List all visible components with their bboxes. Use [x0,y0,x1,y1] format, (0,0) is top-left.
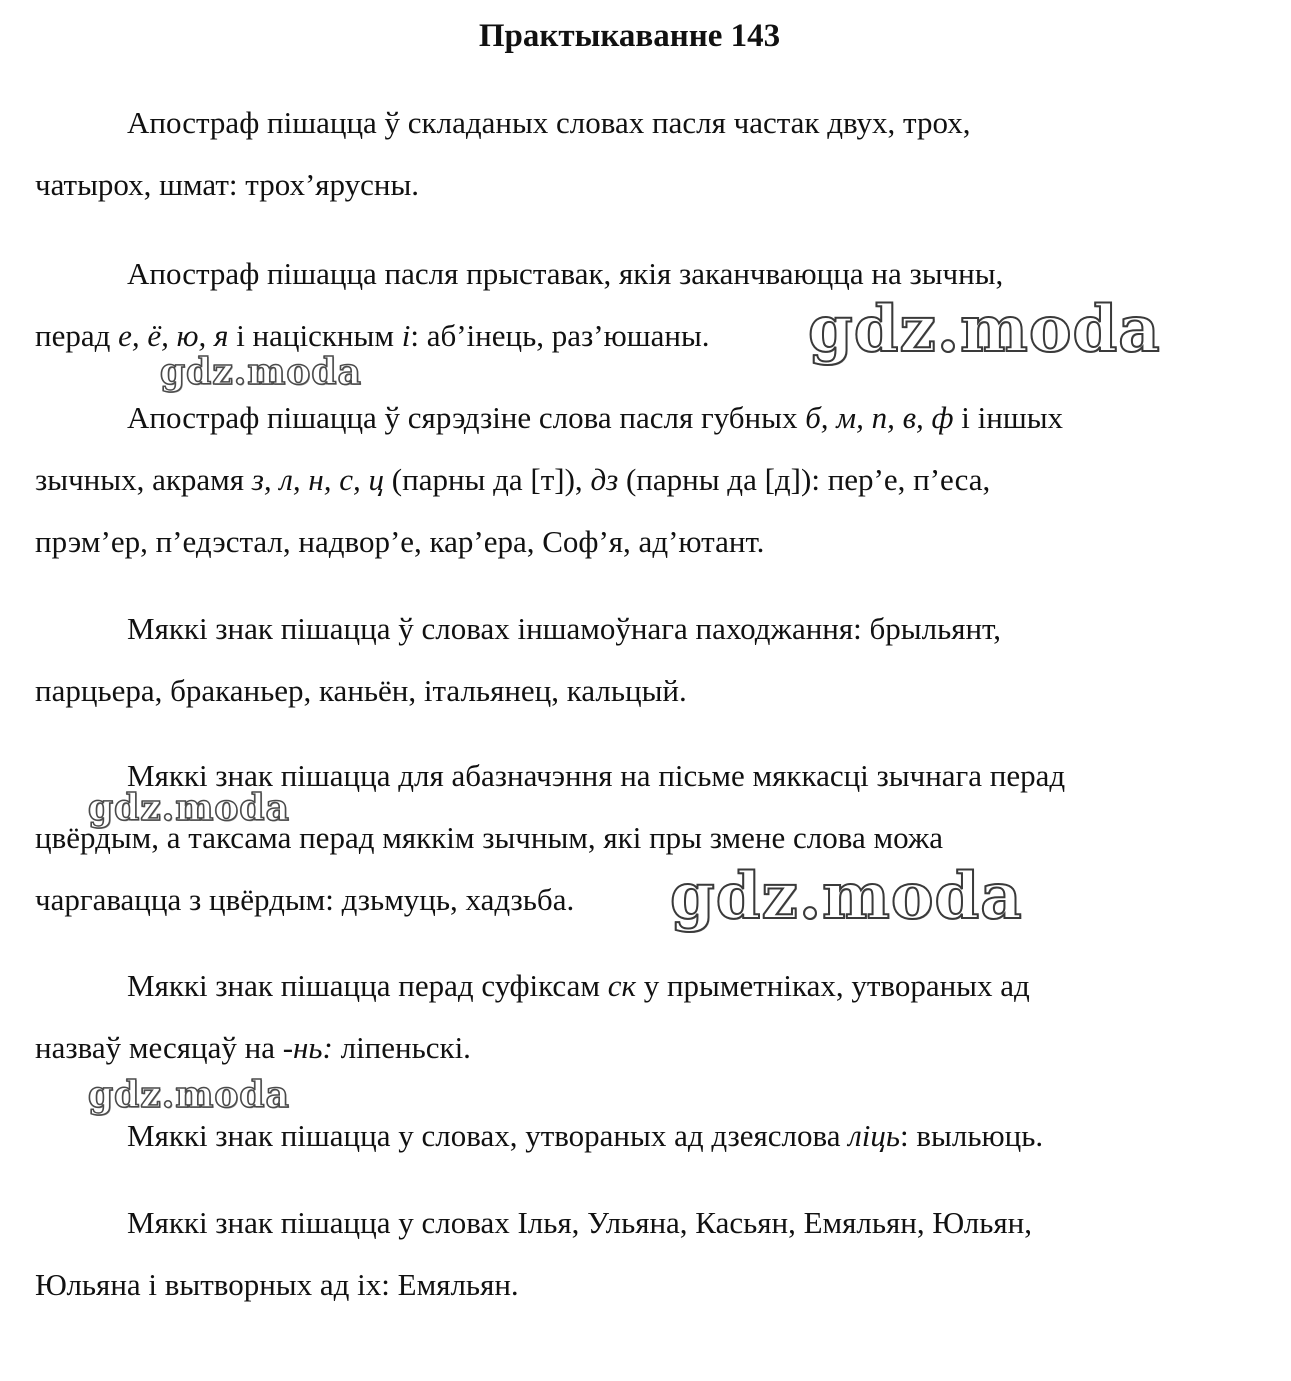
italic-text: з, л, н, с, ц [251,462,385,497]
text-run: Мяккі знак пішацца у словах, утвораных ад дзеяслова [127,1118,849,1153]
paragraph [35,92,1235,216]
paragraph-line [35,745,1235,807]
paragraph [35,955,1235,1079]
paragraph-line [35,660,1235,722]
text-run: парцьера, браканьер, каньён, італьянец, кальцый. [35,673,687,708]
paragraph-line [35,387,1235,449]
paragraph-line [35,305,1235,367]
paragraph [35,1105,1235,1167]
text-run: зычных, акрамя [35,462,252,497]
text-run: Апостраф пішацца ў сярэдзіне слова пасля губных [127,400,806,435]
italic-text: -нь: [282,1030,333,1065]
text-run: Мяккі знак пішацца у словах Ілья, Ульяна, Касьян, Емяльян, Юльян, [127,1205,1033,1240]
paragraph-line [35,807,1235,869]
text-run: Апостраф пішацца пасля прыставак, якія заканчваюцца на зычны, [127,256,1004,291]
paragraph [35,387,1235,573]
italic-text: і [401,318,411,353]
paragraph-line [35,1017,1235,1079]
paragraph-line [35,1254,1235,1316]
text-run: (парны да [д]): пер’е, п’еса, [618,462,991,497]
watermark-logo: gdz.moda [670,859,1023,934]
paragraph-line [35,598,1235,660]
watermark-logo: gdz.moda [88,1074,290,1116]
paragraph-line [35,869,1235,931]
text-run: чаргавацца з цвёрдым: дзьмуць, хадзьба. [35,882,575,917]
paragraph-line [35,955,1235,1017]
text-run: перад [35,318,119,353]
paragraph [35,598,1235,722]
paragraph-line [35,243,1235,305]
text-run: Юльяна і вытворных ад іх: Емяльян. [35,1267,519,1302]
paragraph-line [35,154,1235,216]
text-run: цвёрдым, а таксама перад мяккім зычным, які пры змене слова можа [35,820,944,855]
text-run: Мяккі знак пішацца для абазначэння на пісьме мяккасці зычнага перад [127,758,1066,793]
text-run: Мяккі знак пішацца ў словах іншамоўнага паходжання: брыльянт, [127,611,1002,646]
paragraph-line [35,1105,1235,1167]
text-run: ліпеньскі. [332,1030,471,1065]
paragraph [35,745,1235,934]
text-run: (парны да [т]), [384,462,591,497]
paragraph-line [35,92,1235,154]
text-run: у прыметніках, утвораных ад [635,968,1030,1003]
paragraph-line [35,1192,1235,1254]
text-run: назваў месяцаў на [35,1030,283,1065]
italic-text: б, м, п, в, ф [805,400,954,435]
italic-text: е, ё, ю, я [118,318,229,353]
text-run: чатырох, шмат: трох’ярусны. [35,167,420,202]
text-run: : аб’інець, раз’юшаны. [410,318,710,353]
paragraph-line [35,449,1235,511]
text-run: і націскным [228,318,402,353]
text-run: і іншых [953,400,1064,435]
watermark-logo: gdz.moda [160,351,362,393]
paragraph-line [35,511,1235,573]
text-run: прэм’ер, п’едэстал, надвор’е, кар’ера, Соф’я, ад’ютант. [35,524,765,559]
italic-text: ліць [848,1118,901,1153]
watermark-logo: gdz.moda [808,292,1161,367]
text-run: Апостраф пішацца ў складаных словах пасля частак двух, трох, [127,105,971,140]
paragraph [35,243,1235,367]
text-run: : выльюць. [900,1118,1044,1153]
italic-text: дз [590,462,619,497]
paragraph [35,1192,1235,1316]
text-run: Мяккі знак пішацца перад суфіксам [127,968,608,1003]
page-title: Практыкаванне 143 [478,18,781,54]
watermark-logo: gdz.moda [88,787,290,829]
italic-text: ск [607,968,636,1003]
